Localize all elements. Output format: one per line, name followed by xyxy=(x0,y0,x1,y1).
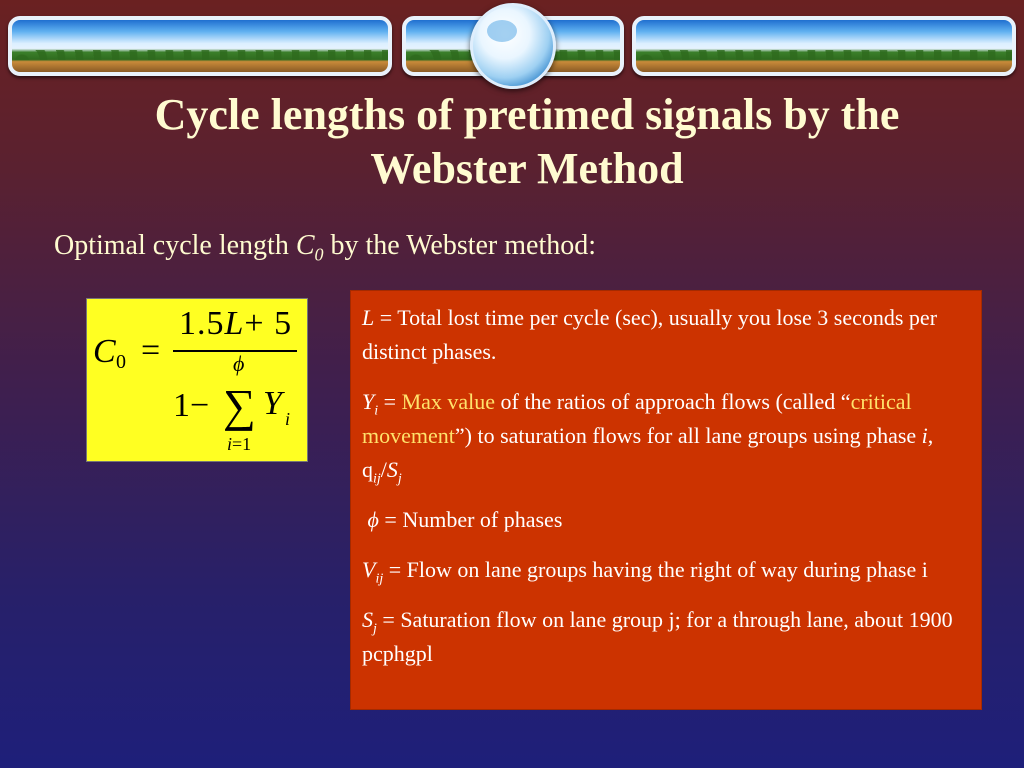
definition-text: , q xyxy=(362,423,934,482)
highlight-critical-movement: critical movement xyxy=(362,389,912,448)
definitions-box xyxy=(350,290,982,710)
definition-item xyxy=(362,385,971,487)
definition-symbol: L xyxy=(362,305,375,330)
definition-item xyxy=(362,553,971,587)
header-banner xyxy=(0,0,1024,80)
highlight-max-value: Max value xyxy=(401,389,496,414)
landscape-panel-left xyxy=(8,16,392,76)
definition-symbol: S xyxy=(362,607,373,632)
numerator-coefficient: 1.5 xyxy=(179,305,225,342)
limit-value: =1 xyxy=(232,434,252,454)
definition-text: of the ratios of approach flows (called “ xyxy=(495,389,851,414)
slide-title-line1: Cycle lengths of pretimed signals by the xyxy=(154,90,900,139)
sigma-icon: ∑ xyxy=(223,380,256,431)
limit-variable: i xyxy=(227,434,233,454)
formula-one-minus: 1− xyxy=(173,387,210,424)
definition-text: Flow on lane groups having the right of way during phase i xyxy=(406,557,928,582)
webster-formula-box xyxy=(86,298,308,462)
definition-text: Number of phases xyxy=(402,507,563,532)
subtitle-text: Optimal cycle length xyxy=(54,230,289,261)
ratio-slash: / xyxy=(380,457,387,482)
definition-equals: = xyxy=(383,557,407,582)
definition-symbol-sub: ij xyxy=(375,571,384,587)
definition-item xyxy=(362,503,971,537)
formula-y-sub: i xyxy=(285,409,291,429)
numerator-variable: L xyxy=(224,305,245,342)
definition-item xyxy=(362,603,971,671)
subtitle-symbol-sub: 0 xyxy=(314,244,324,265)
s-variable: S xyxy=(386,457,398,482)
s-sub: j xyxy=(397,471,402,487)
definition-text: ”) to saturation flows for all lane groups using phase xyxy=(454,423,922,448)
formula-phi: ϕ xyxy=(233,351,245,376)
definition-symbol-sub: j xyxy=(373,621,377,637)
numerator-constant: + 5 xyxy=(244,305,293,342)
definition-text: Total lost time per cycle (sec), usually you lose 3 seconds per distinct phases. xyxy=(362,305,938,364)
definition-equals: = xyxy=(376,607,401,632)
formula-lhs-sub: 0 xyxy=(116,351,126,373)
phase-variable: i xyxy=(921,423,928,448)
formula-numerator xyxy=(179,305,292,343)
definition-equals: = xyxy=(378,507,403,532)
definition-item xyxy=(362,301,971,369)
formula-lhs: C xyxy=(93,333,116,370)
definition-symbol: ϕ xyxy=(367,507,379,532)
definition-symbol-sub: i xyxy=(374,403,379,419)
subtitle-symbol: C xyxy=(295,230,315,261)
formula-y: Y xyxy=(263,385,282,422)
slide-title-line2: Webster Method xyxy=(370,144,684,193)
landscape-panel-right xyxy=(632,16,1016,76)
definition-text: Saturation flow on lane group j; for a through lane, about 1900 pcphgpl xyxy=(362,607,953,666)
definition-symbol: V xyxy=(362,557,376,582)
slide-title xyxy=(40,88,1014,196)
slide-subtitle xyxy=(54,230,596,266)
formula-equals: = xyxy=(141,332,161,369)
globe-icon xyxy=(470,3,556,89)
definition-equals: = xyxy=(378,389,402,414)
subtitle-suffix: by the Webster method: xyxy=(330,230,597,261)
definition-equals: = xyxy=(374,305,398,330)
q-sub: ij xyxy=(373,471,381,487)
definition-symbol: Y xyxy=(362,389,375,414)
formula-sum-limit xyxy=(227,434,251,455)
